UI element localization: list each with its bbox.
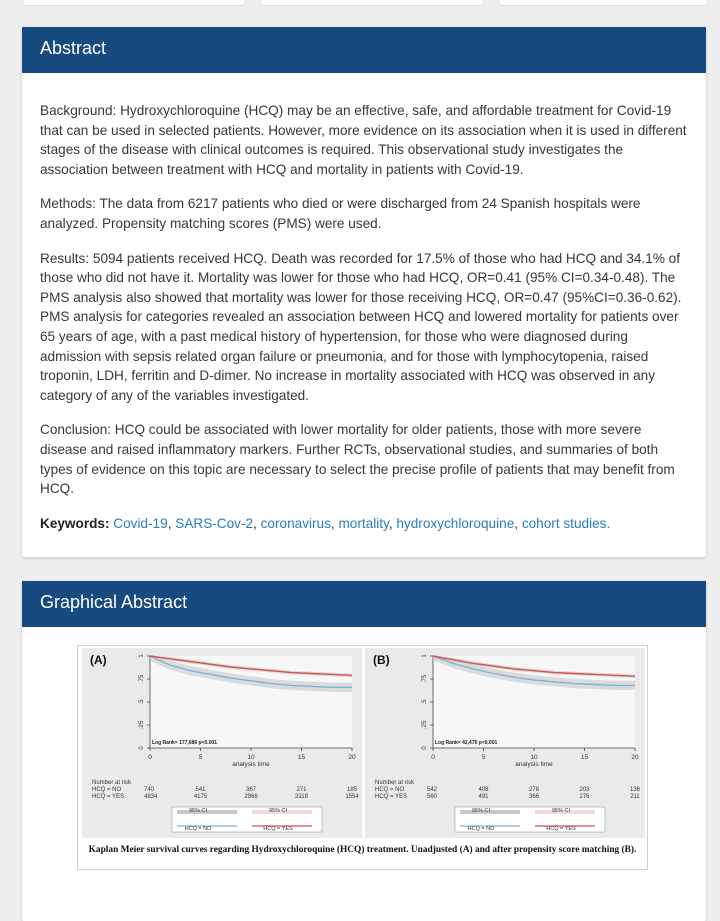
risk-value: 271	[296, 787, 307, 793]
previous-card-left	[22, 0, 246, 6]
risk-row-label: HCQ = YES	[375, 794, 408, 800]
risk-value: 366	[528, 794, 540, 800]
keywords-label: Keywords:	[40, 515, 110, 531]
y-tick-label: 0	[422, 746, 428, 750]
risk-value: 541	[195, 787, 206, 793]
panel-label: (A)	[90, 653, 107, 667]
y-tick-label: 1	[422, 654, 428, 658]
y-tick-label: .75	[422, 674, 428, 684]
x-tick-label: 10	[247, 754, 255, 761]
legend-label: HCQ = NO	[467, 826, 495, 832]
abstract-body	[22, 73, 706, 553]
km-panel-b	[365, 648, 645, 838]
y-tick-label: 0	[139, 746, 145, 750]
x-tick-label: 5	[481, 754, 486, 761]
legend-label: 95% CI	[551, 808, 571, 814]
x-axis-label: analysis time	[515, 761, 553, 768]
risk-value: 278	[528, 787, 540, 793]
risk-value: 2966	[244, 794, 258, 800]
keyword-link[interactable]: Covid-19	[113, 515, 168, 531]
log-rank-annotation: Log Rank= 177,686 p<0.001	[152, 740, 218, 746]
legend-label: HCQ = YES	[263, 826, 293, 832]
keyword-link[interactable]: hydroxychloroquine	[396, 515, 515, 531]
risk-table-title: Number at risk	[375, 780, 415, 786]
risk-value: 408	[478, 787, 489, 793]
x-tick-label: 0	[431, 754, 435, 761]
risk-value: 211	[630, 794, 640, 800]
x-tick-label: 10	[530, 754, 538, 761]
x-tick-label: 0	[148, 754, 152, 761]
abstract-methods: Methods: The data from 6217 patients who died or were discharged from 24 Spanish hospitals were analyzed. Propensity matching scores (PMS) were used.	[40, 196, 641, 231]
risk-row-label: HCQ = NO	[375, 787, 405, 793]
keyword-link[interactable]: SARS-Cov-2	[175, 515, 254, 531]
abstract-card	[22, 27, 706, 557]
keyword-link[interactable]: cohort studies.	[521, 515, 611, 531]
x-axis-label: analysis time	[232, 761, 270, 768]
x-tick-label: 15	[580, 754, 589, 761]
legend-label: HCQ = NO	[184, 826, 212, 832]
y-tick-label: 1	[139, 654, 145, 658]
y-tick-label: .25	[139, 720, 145, 730]
risk-table-title: Number at risk	[92, 780, 132, 786]
risk-value: 4175	[193, 794, 208, 800]
y-tick-label: .5	[422, 699, 428, 705]
x-tick-label: 20	[631, 754, 639, 761]
figure-caption: Kaplan Meier survival curves regarding Hydroxychloroquine (HCQ) treatment. Unadjusted (A) and after propensity score matching (B).	[88, 845, 637, 855]
keyword-link[interactable]: coronavirus	[260, 515, 331, 531]
risk-value: 276	[579, 794, 590, 800]
risk-row-label: HCQ = NO	[92, 787, 122, 793]
risk-value: 491	[478, 794, 489, 800]
risk-value: 1554	[345, 794, 359, 800]
abstract-conclusion: Conclusion: HCQ could be associated with lower mortality for older patients, those with more severe disease and raised inflammatory markers. Further RCTs, observational studies, and summaries of both types of evidence on this topic are necessary to select the precise profile of patients that may benefit from HCQ.	[40, 422, 675, 497]
abstract-heading: Abstract	[22, 27, 706, 73]
risk-value: 740	[144, 787, 155, 793]
keyword-link[interactable]: mortality	[338, 515, 389, 531]
risk-value: 4834	[144, 794, 158, 800]
risk-value: 136	[629, 787, 641, 793]
graphical-abstract-card	[22, 581, 706, 921]
risk-value: 542	[427, 787, 438, 793]
previous-card-right	[498, 0, 708, 6]
keywords-line: Keywords: Covid-19, SARS-Cov-2, coronavirus, mortality, hydroxychloroquine, cohort studies.	[40, 515, 611, 531]
km-panel-a	[82, 648, 362, 838]
abstract-results: Results: 5094 patients received HCQ. Death was recorded for 17.5% of those who had HCQ and 34.1% of those who did not have it. Mortality was lower for those who had HCQ, OR=0.41 (95% CI=0.34-0.48). The PMS analysis also showed that mortality was lower for those receiving HCQ, OR=0.47 (95%CI=0.36-0.62). PMS analysis for categories revealed an association between HCQ and lowered mortality for patients over 65 years of age, with a past medical history of hypertension, for those who were diagnosed during admission with sepsis related organ failure or pneumonia, and for those with lymphocytopenia, raised troponin, LDH, ferritin and D-dimer. No increase in mortality associated with HCQ was observed in any category of any of the variables investigated.	[40, 250, 682, 403]
risk-value: 185	[346, 787, 358, 793]
x-tick-label: 5	[198, 754, 203, 761]
abstract-background: Background: Hydroxychloroquine (HCQ) may be an effective, safe, and affordable treatment for Covid-19 that can be used in selected patients. However, more evidence on its association when it is used in different stages of the disease with clinical outcomes is required. This observational study investigates the association between treatment with HCQ and mortality in patients with Covid-19.	[40, 103, 687, 177]
km-chart-b	[365, 648, 645, 838]
log-rank-annotation: Log Rank= 42,470 p<0.001	[435, 740, 498, 746]
graphical-abstract-heading: Graphical Abstract	[22, 581, 706, 627]
risk-value: 203	[579, 787, 590, 793]
x-tick-label: 20	[348, 754, 356, 761]
legend-label: 95% CI	[471, 808, 491, 814]
y-tick-label: .75	[139, 674, 145, 684]
km-figure	[77, 645, 648, 870]
legend-label: 95% CI	[268, 808, 288, 814]
x-tick-label: 15	[297, 754, 306, 761]
risk-value: 367	[245, 787, 257, 793]
risk-value: 2118	[295, 794, 308, 800]
legend-label: 95% CI	[188, 808, 208, 814]
previous-card-middle	[260, 0, 484, 6]
y-tick-label: .5	[139, 699, 145, 705]
legend-label: HCQ = YES	[546, 826, 576, 832]
km-chart-a	[82, 648, 362, 838]
panel-label: (B)	[373, 653, 390, 667]
risk-row-label: HCQ = YES	[92, 794, 125, 800]
y-tick-label: .25	[422, 720, 428, 730]
risk-value: 560	[427, 794, 438, 800]
